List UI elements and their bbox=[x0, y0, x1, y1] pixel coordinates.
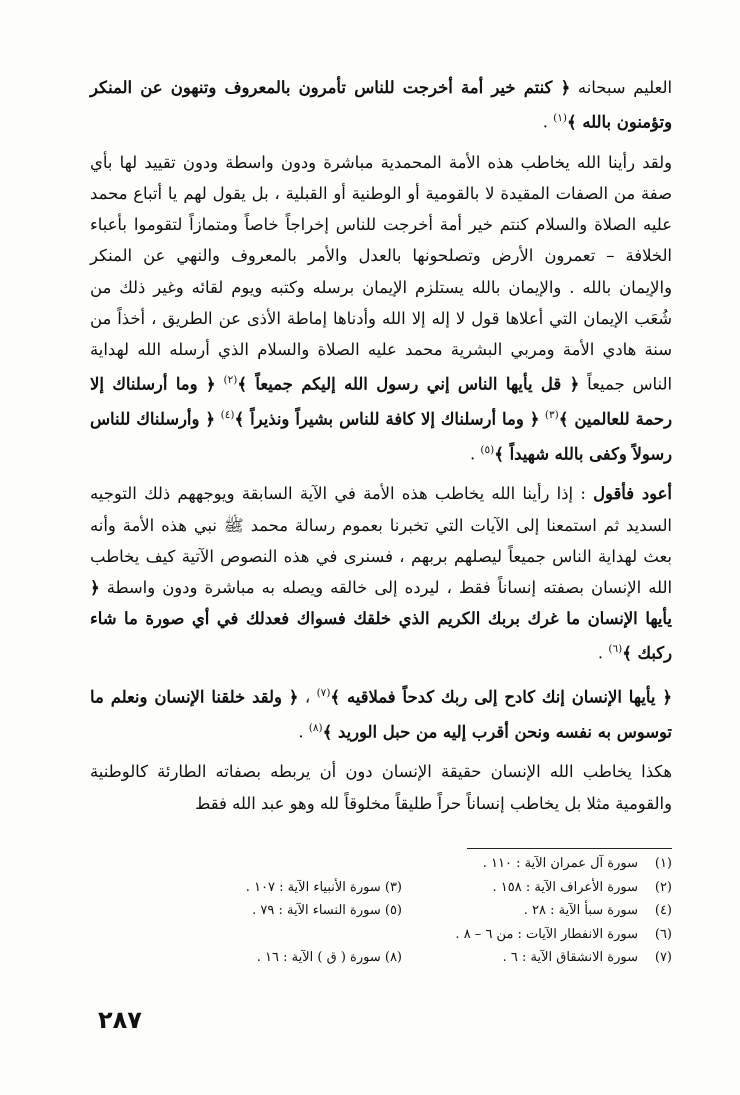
footnote bbox=[402, 876, 672, 900]
text-run: . bbox=[469, 444, 481, 464]
quran-quote: ﴿ ولقد خلقنا الإنسان ونعلم ما توسوس به نفسه ونحن أقرب إليه من حبل الوريد ﴾ bbox=[90, 687, 672, 742]
footnote-number: (٦) bbox=[654, 926, 672, 942]
text-run: ولقد رأينا الله يخاطب هذه الأمة المحمدية مباشرة ودون واسطة ودون تقييد لها بأي صفة من الصفات المقيدة لا بالقومية أو الوطنية أو القبلية ، بل يقول لهم يا أتباع محمد عليه الصلاة والسلام كنتم خير أمة أخرجت للناس إخراجاً خاصاً ومتمازاً لتقوموا بأعباء الخلافة – تعمرون الأرض وتصلحونها بالعدل والأمر بالمعروف والنهي عن المنكر والإيمان بالله . والإيمان بالله يستلزم الإيمان برسله وكتبه ويوم لقائه وغير ذلك من شُعَب الإيمان التي أعلاها قول لا إله إلا الله وأدناها إماطة الأذى عن الطريق ، أخذاً من سنة هادي الأمة ومربي البشرية محمد عليه الصلاة والسلام الذي أرسله الله لهداية الناس جميعاً bbox=[90, 152, 672, 394]
footnote-ref: (٣) bbox=[544, 408, 559, 421]
footnote-text: (٥) سورة النساء الآية : ٧٩ . bbox=[252, 903, 402, 918]
footnote bbox=[402, 923, 672, 947]
text-run: . bbox=[597, 643, 609, 663]
footnote bbox=[132, 876, 402, 900]
footnote-ref: (٢) bbox=[223, 374, 238, 387]
footnote-row bbox=[132, 946, 672, 970]
footnotes bbox=[132, 852, 672, 970]
body-text bbox=[90, 72, 672, 819]
footnote-text: سورة آل عمران الآية : ١١٠ . bbox=[482, 856, 638, 871]
paragraph bbox=[90, 478, 672, 669]
quran-quote: ﴿ يأيها الإنسان ما غرك بربك الكريم الذي خلقك فسواك فعدلك في أي صورة ما شاء ركبك ﴾ bbox=[90, 577, 672, 663]
footnote bbox=[402, 899, 672, 923]
text-run: العليم سبحانه bbox=[570, 78, 672, 97]
footnote-ref: (٦) bbox=[608, 643, 623, 656]
footnote-text: سورة الأعراف الآية : ١٥٨ . bbox=[492, 879, 638, 895]
footnote-number: (٧) bbox=[654, 950, 672, 965]
footnote-ref: (٤) bbox=[220, 408, 235, 421]
footnote bbox=[402, 946, 672, 970]
footnote-row bbox=[132, 876, 672, 900]
footnote-ref: (٧) bbox=[316, 687, 331, 699]
footnote bbox=[132, 946, 402, 970]
footnote-divider bbox=[467, 848, 672, 849]
footnote-row bbox=[132, 852, 672, 876]
paragraph bbox=[90, 678, 672, 747]
quran-quote: ﴿ وما أرسلناك إلا كافة للناس بشيراً ونذيراً ﴾ bbox=[234, 409, 540, 429]
text-run: هكذا يخاطب الله الإنسان حقيقة الإنسان دون أن يربطه بصفاته الطارئة كالوطنية والقومية مثلا بل يخاطب إنساناً حراً طليقاً مخلوقاً لله وهو عبد الله فقط bbox=[90, 762, 672, 813]
footnote bbox=[132, 923, 402, 947]
text-run: . bbox=[542, 112, 554, 132]
footnote bbox=[132, 899, 402, 923]
footnote-number: (٤) bbox=[654, 903, 672, 918]
page-number: ٢٨٧ bbox=[98, 1006, 142, 1034]
footnote-ref: (٨) bbox=[308, 721, 323, 734]
footnote-text: (٨) سورة ( ق ) الآية : ١٦ . bbox=[256, 950, 402, 965]
footnote bbox=[402, 852, 672, 876]
paragraph bbox=[90, 756, 672, 818]
paragraph bbox=[90, 147, 672, 469]
text-run: ، bbox=[298, 687, 317, 707]
footnote-row bbox=[132, 899, 672, 923]
quran-quote: ﴿ كنتم خير أمة أخرجت للناس تأمرون بالمعروف وتنهون عن المنكر وتؤمنون بالله ﴾ bbox=[90, 78, 672, 132]
footnote-text: سورة الانشقاق الآية : ٦ . bbox=[502, 950, 638, 965]
footnote-number: (٢) bbox=[654, 879, 672, 895]
paragraph bbox=[90, 72, 672, 138]
footnote-number: (١) bbox=[654, 856, 672, 871]
quran-quote: ﴿ يأيها الإنسان إنك كادح إلى ربك كدحاً فملاقيه ﴾ bbox=[330, 687, 672, 707]
footnote-ref: (١) bbox=[553, 112, 568, 125]
text-run: : إذا رأينا الله يخاطب هذه الأمة في الآية السابقة ويوجههم ذلك التوجيه السديد ثم استمعنا إلى الآيات التي تخبرنا بعموم رسالة محمد ﷺ نبي هذه الأمة وأنه بعث لهداية الناس جميعاً ليصلهم بربهم ، فسنرى في هذه النصوص الآتية كيف يخاطب الله الإنسان بصفته إنساناً فقط ، ليرده إلى خالقه ويصله به مباشرة ودون واسطة bbox=[90, 484, 672, 597]
footnote-ref: (٥) bbox=[480, 443, 495, 456]
text-run: . bbox=[298, 722, 309, 742]
footnote-text: سورة الانفطار الآيات : من ٦ – ٨ . bbox=[455, 926, 638, 942]
quran-quote: ﴿ قل يأيها الناس إني رسول الله إليكم جميعاً ﴾ bbox=[237, 374, 580, 394]
footnote-row bbox=[132, 923, 672, 947]
quran-quote: أعود فأقول bbox=[593, 484, 672, 504]
quran-quote: ﴿ وأرسلناك للناس رسولاً وكفى بالله شهيداً ﴾ bbox=[90, 409, 672, 464]
footnote-text: (٣) سورة الأنبياء الآية : ١٠٧ . bbox=[245, 879, 402, 895]
footnote-text: سورة سبأ الآية : ٢٨ . bbox=[523, 903, 638, 918]
quran-quote: ﴿ وما أرسلناك إلا رحمة للعالمين ﴾ bbox=[90, 374, 672, 429]
footnote bbox=[132, 852, 402, 876]
